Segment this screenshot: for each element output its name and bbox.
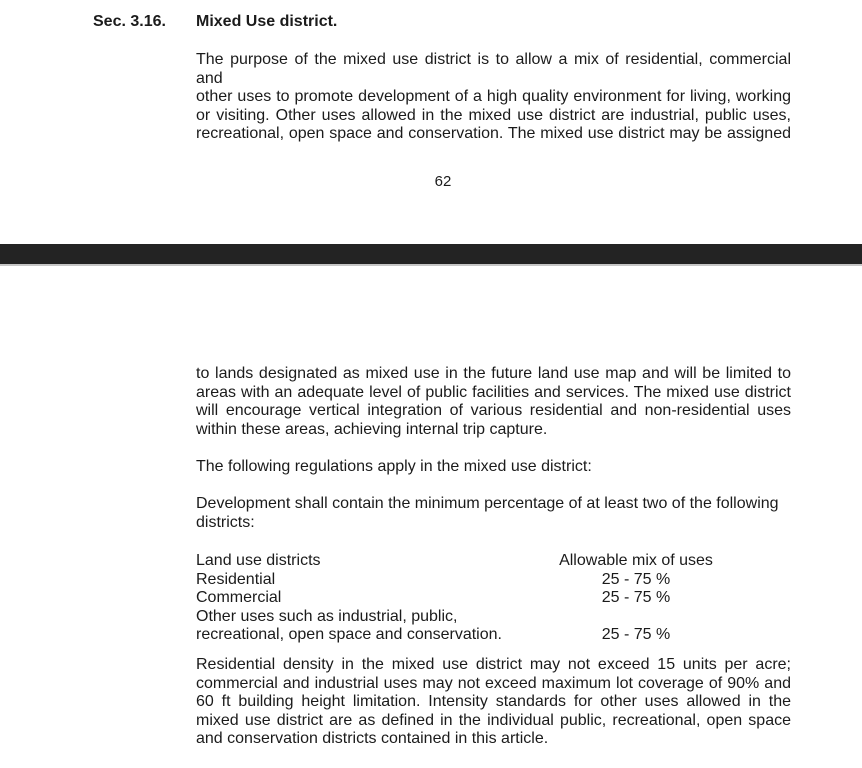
- text-line: The purpose of the mixed use district is to allow a mix of residential, commercial and: [196, 51, 791, 87]
- section-number: Sec. 3.16.: [93, 13, 166, 30]
- table-row: [196, 608, 791, 627]
- text-line: and conservation districts contained in this article.: [196, 730, 549, 747]
- text-line: to lands designated as mixed use in the future land use map and will be limited to: [196, 365, 791, 382]
- section-heading: [0, 13, 862, 33]
- page-number: 62: [434, 173, 452, 190]
- table-cell-district: recreational, open space and conservation.: [196, 626, 502, 643]
- table-cell-mix: 25 - 75 %: [601, 626, 671, 643]
- table-header-row: [196, 552, 791, 571]
- table-row: [196, 571, 791, 590]
- text-line: commercial and industrial uses may not exceed maximum lot coverage of 90% and: [196, 674, 791, 692]
- text-line: The following regulations apply in the mixed use district:: [196, 458, 592, 475]
- table-cell-district: Commercial: [196, 589, 282, 606]
- text-line: mixed use district are as defined in the individual public, recreational, open space: [196, 711, 791, 729]
- text-line: 60 ft building height limitation. Intensity standards for other uses allowed in the: [196, 693, 791, 710]
- text-line: other uses to promote development of a high quality environment for living, working: [196, 88, 791, 105]
- development-paragraph: [196, 495, 791, 532]
- text-line: Development shall contain the minimum percentage of at least two of the following: [196, 495, 779, 512]
- text-line: will encourage vertical integration of various residential and non-residential uses: [196, 402, 791, 419]
- table-row: [196, 626, 791, 645]
- table-cell-mix: [556, 608, 716, 627]
- page-break-bar: [0, 244, 862, 266]
- intro-paragraph: [196, 365, 791, 439]
- regulations-line: [196, 458, 791, 477]
- table-header-mix: Allowable mix of uses: [559, 552, 713, 569]
- text-line: districts:: [196, 513, 255, 531]
- text-line: areas with an adequate level of public facilities and services. The mixed use district: [196, 383, 791, 401]
- table-cell-district: Other uses such as industrial, public,: [196, 607, 458, 625]
- section-title: Mixed Use district.: [196, 13, 338, 30]
- table-cell-mix: 25 - 75 %: [601, 570, 671, 588]
- text-line: recreational, open space and conservation. The mixed use district may be assigned: [196, 125, 791, 142]
- table-header-districts: Land use districts: [196, 552, 321, 569]
- purpose-paragraph: [196, 51, 791, 144]
- text-line: within these areas, achieving internal trip capture.: [196, 420, 548, 438]
- table-cell-mix: 25 - 75 %: [601, 589, 671, 606]
- density-paragraph: [196, 656, 791, 749]
- text-line: Residential density in the mixed use district may not exceed 15 units per acre;: [196, 656, 791, 673]
- table-row: [196, 589, 791, 608]
- land-use-table: [196, 552, 791, 645]
- text-line: or visiting. Other uses allowed in the mixed use district are industrial, public uses,: [196, 106, 791, 124]
- table-cell-district: Residential: [196, 570, 276, 588]
